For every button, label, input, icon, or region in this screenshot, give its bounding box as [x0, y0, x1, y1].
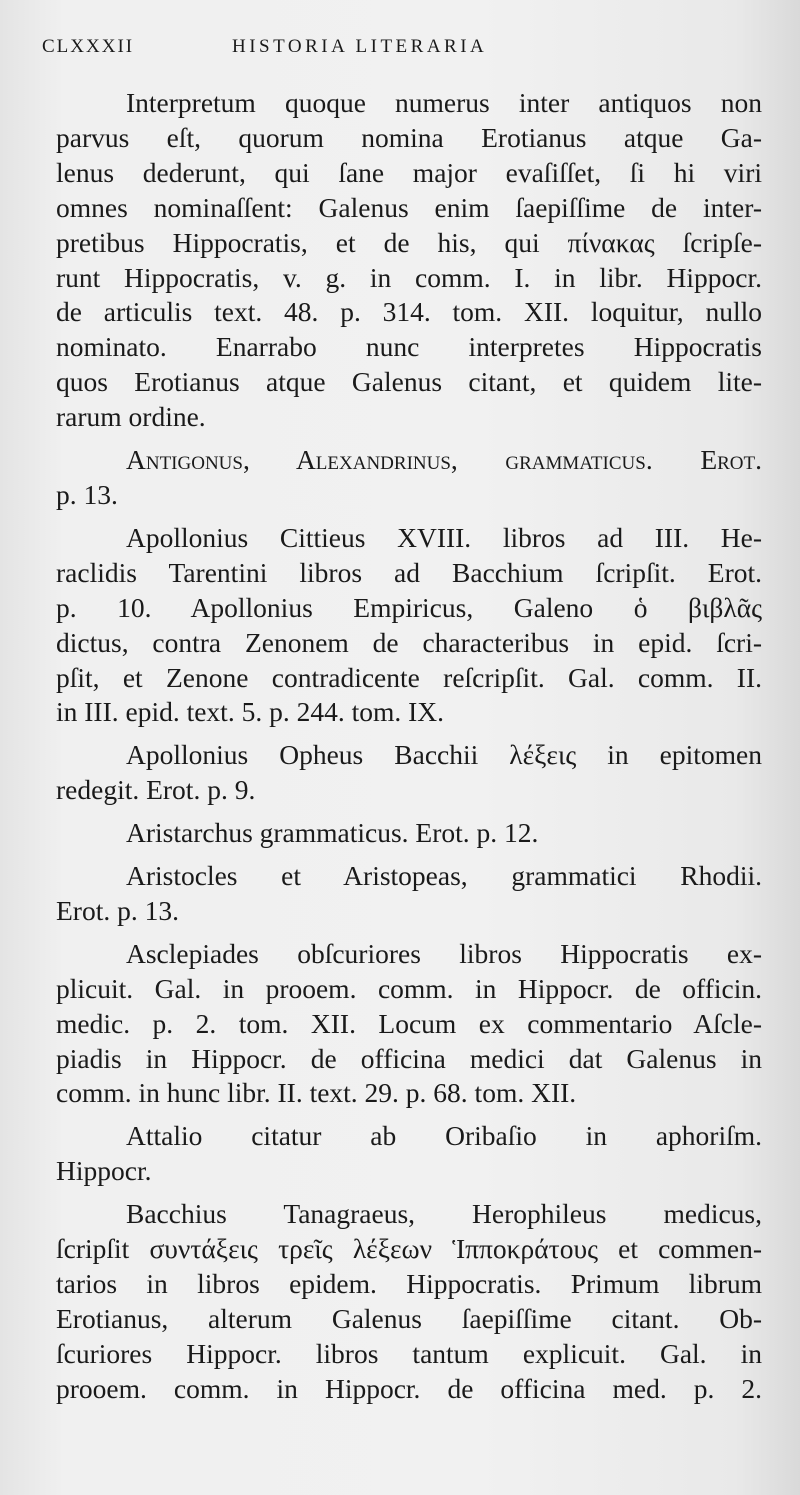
text-line: Erot. p. 13.	[56, 894, 179, 926]
text-line: raclidis Tarentini libros ad Bacchium ſcripſit. Erot.	[56, 556, 762, 588]
text-line: medic. p. 2. tom. XII. Locum ex commentario Aſcle-	[56, 1007, 762, 1039]
text-line: p. 10. Apollonius Empiricus, Galeno ὁ βιβλᾶς	[56, 591, 762, 623]
text-line: nominato. Enarrabo nunc interpretes Hippocratis	[56, 331, 762, 363]
entry-asclepiades	[56, 937, 762, 1112]
text-line: Bacchius Tanagraeus, Herophileus medicus,	[126, 1198, 762, 1230]
text-line: parvus eſt, quorum nomina Erotianus atque Ga-	[56, 121, 762, 153]
text-line: Erotianus, alterum Galenus ſaepiſſime citant. Ob-	[56, 1302, 762, 1334]
text-line: Apollonius Cittieus XVIII. libros ad III. He-	[126, 521, 762, 553]
text-line: piadis in Hippocr. de officina medici dat Galenus in	[56, 1042, 762, 1074]
text-line: pſit, et Zenone contradicente reſcripſit. Gal. comm. II.	[56, 661, 762, 693]
page-number: CLXXXII	[42, 36, 135, 57]
text-line: p. 13.	[56, 478, 118, 510]
text-line: quos Erotianus atque Galenus citant, et quidem lite-	[56, 366, 762, 398]
text-line: Aristarchus grammaticus. Erot. p. 12.	[126, 817, 539, 849]
text-line: Hippocr.	[56, 1155, 152, 1187]
text-line: omnes nominaſſent: Galenus enim ſaepiſſime de inter-	[56, 191, 762, 223]
text-line: redegit. Erot. p. 9.	[56, 774, 256, 806]
text-line: tarios in libros epidem. Hippocratis. Primum librum	[56, 1268, 762, 1299]
text-line: lenus dederunt, qui ſane major evaſiſſet, ſi hi viri	[56, 156, 762, 188]
text-line: plicuit. Gal. in prooem. comm. in Hippocr. de officin.	[56, 972, 762, 1004]
text-line: dictus, contra Zenonem de characteribus in epid. ſcri-	[56, 626, 762, 658]
text-line: Attalio citatur ab Oribaſio in aphoriſm.	[126, 1120, 762, 1152]
text-line: pretibus Hippocratis, et de his, qui πίνακας ſcripſe-	[56, 226, 762, 258]
text-line: comm. in hunc libr. II. text. 29. p. 68. tom. XII.	[56, 1077, 577, 1109]
entry-aristocles	[56, 859, 762, 929]
entry-antigonus	[56, 443, 762, 513]
text-line: in III. epid. text. 5. p. 244. tom. IX.	[56, 696, 444, 728]
text-line: Apollonius Opheus Bacchii λέξεις in epitomen	[126, 739, 762, 771]
text-line: ſcripſit συντάξεις τρεῖς λέξεων Ἱπποκράτους et commen-	[56, 1233, 762, 1265]
page-header	[42, 30, 760, 64]
text-line: ſcuriores Hippocr. libros tantum explicuit. Gal. in	[56, 1337, 762, 1369]
entry-aristarchus	[56, 816, 762, 851]
running-title: HISTORIA LITERARIA	[232, 36, 488, 57]
text-line: Antigonus, Alexandrinus, grammaticus. Erot.	[126, 444, 762, 476]
text-line: Interpretum quoque numerus inter antiquos non	[126, 87, 762, 118]
text-line: prooem. comm. in Hippocr. de officina med. p. 2.	[56, 1372, 762, 1404]
text-line: de articulis text. 48. p. 314. tom. XII. loquitur, nullo	[56, 296, 762, 328]
body-text	[56, 86, 762, 1407]
paragraph-intro	[56, 86, 762, 435]
entry-bacchius	[56, 1197, 762, 1406]
text-line: Aristocles et Aristopeas, grammatici Rhodii.	[126, 860, 762, 892]
entry-apollonius-cittieus	[56, 521, 762, 730]
text-line: runt Hippocratis, v. g. in comm. I. in libr. Hippocr.	[56, 261, 762, 293]
entry-apollonius-opheus	[56, 738, 762, 808]
text-line: rarum ordine.	[56, 401, 206, 433]
entry-attalio	[56, 1119, 762, 1189]
text-line: Asclepiades obſcuriores libros Hippocratis ex-	[126, 937, 762, 969]
